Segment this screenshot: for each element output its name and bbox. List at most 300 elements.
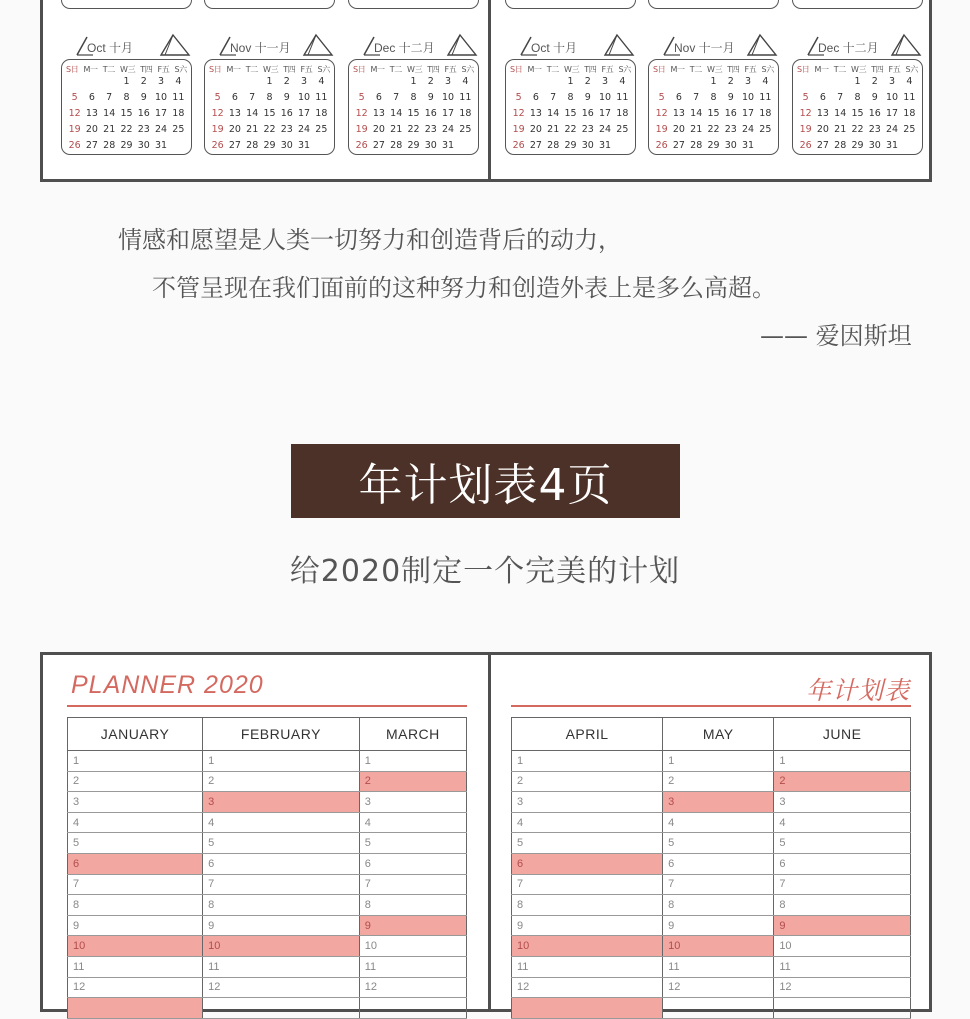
day-cell: 22 [564, 124, 577, 135]
table-row [68, 956, 467, 977]
day-cell: 27 [672, 140, 685, 151]
day-cell[interactable]: 6 [203, 853, 360, 874]
day-cell[interactable] [512, 998, 663, 1019]
day-cell: 4 [462, 76, 469, 87]
day-cell[interactable]: 7 [512, 874, 663, 895]
day-cell: 5 [658, 92, 665, 103]
day-cell: 5 [358, 92, 365, 103]
week-row [209, 124, 330, 135]
table-row [68, 874, 467, 895]
weekday-label: M一 [226, 65, 241, 74]
week-row [797, 92, 918, 103]
day-cell: 17 [886, 108, 899, 119]
day-cell[interactable]: 5 [68, 833, 203, 854]
planner-title-rule [67, 705, 467, 707]
month-calendar [792, 59, 923, 155]
day-cell: 19 [355, 124, 368, 135]
day-cell: 29 [120, 140, 133, 151]
day-cell: 2 [283, 76, 290, 87]
day-cell[interactable]: 1 [203, 751, 360, 772]
week-row [66, 124, 187, 135]
day-cell[interactable]: 7 [774, 874, 911, 895]
day-cell: 13 [529, 108, 542, 119]
day-cell: 15 [564, 108, 577, 119]
day-cell: 30 [424, 140, 437, 151]
day-cell: 12 [799, 108, 812, 119]
day-cell: 21 [390, 124, 403, 135]
planner-title-cn: 年计划表 [805, 677, 910, 705]
day-cell: 20 [228, 124, 241, 135]
day-cell [614, 140, 631, 151]
weekday-label: S六 [317, 65, 330, 74]
table-row [512, 895, 911, 916]
weekday-header [653, 64, 774, 75]
day-cell[interactable]: 8 [663, 895, 774, 916]
day-cell: 8 [567, 92, 574, 103]
weekday-label: M一 [527, 65, 542, 74]
day-cell: 3 [445, 76, 452, 87]
day-cell[interactable]: 3 [774, 792, 911, 813]
day-cell[interactable]: 9 [512, 915, 663, 936]
day-cell: 25 [315, 124, 328, 135]
day-cell: 1 [410, 76, 417, 87]
day-cell: 18 [903, 108, 916, 119]
section-title-banner [291, 444, 680, 518]
day-cell[interactable]: 11 [203, 956, 360, 977]
day-cell: 13 [816, 108, 829, 119]
weekday-label: W三 [262, 65, 279, 74]
day-cell[interactable]: 7 [663, 874, 774, 895]
day-cell[interactable]: 9 [203, 915, 360, 936]
day-cell: 17 [298, 108, 311, 119]
day-cell [510, 76, 527, 87]
day-cell: 26 [512, 140, 525, 151]
day-cell [757, 140, 774, 151]
day-cell[interactable]: 9 [774, 915, 911, 936]
section-title: 年计划表4页 [358, 460, 613, 511]
table-row [68, 936, 467, 957]
day-cell: 18 [759, 108, 772, 119]
day-cell[interactable]: 1 [68, 751, 203, 772]
table-row [512, 792, 911, 813]
prev-month-calendar [792, 0, 923, 9]
weekday-label: T二 [102, 65, 115, 74]
day-cell[interactable]: 3 [68, 792, 203, 813]
weekday-header [353, 64, 474, 75]
day-cell [353, 76, 370, 87]
day-cell: 7 [837, 92, 844, 103]
day-cell[interactable] [203, 998, 360, 1019]
day-cell: 22 [120, 124, 133, 135]
day-cell: 23 [724, 124, 737, 135]
day-cell: 22 [407, 124, 420, 135]
weekday-label: T二 [245, 65, 258, 74]
day-cell[interactable]: 5 [774, 833, 911, 854]
day-cell[interactable]: 3 [512, 792, 663, 813]
day-cell: 7 [693, 92, 700, 103]
day-cell[interactable]: 8 [359, 895, 466, 916]
table-row [68, 998, 467, 1019]
weekday-label: T二 [833, 65, 846, 74]
day-cell[interactable]: 6 [512, 853, 663, 874]
day-cell: 7 [393, 92, 400, 103]
week-row [797, 124, 918, 135]
day-cell: 21 [246, 124, 259, 135]
table-row [512, 874, 911, 895]
day-cell: 11 [903, 92, 916, 103]
day-cell: 31 [742, 140, 755, 151]
day-cell[interactable] [774, 998, 911, 1019]
day-cell: 2 [727, 76, 734, 87]
day-cell[interactable]: 11 [359, 956, 466, 977]
day-cell[interactable]: 6 [359, 853, 466, 874]
day-cell: 26 [655, 140, 668, 151]
day-cell: 4 [318, 76, 325, 87]
week-row [653, 92, 774, 103]
day-cell: 1 [854, 76, 861, 87]
day-cell[interactable]: 4 [68, 812, 203, 833]
day-cell: 5 [71, 92, 78, 103]
day-cell[interactable]: 2 [203, 771, 360, 792]
day-cell: 29 [263, 140, 276, 151]
weekday-label: T四 [283, 65, 296, 74]
week-row [510, 140, 631, 151]
weekday-label: T四 [727, 65, 740, 74]
planner-title: PLANNER 2020 [71, 671, 264, 699]
month-column-header: MARCH [359, 718, 466, 751]
day-cell: 22 [707, 124, 720, 135]
day-cell: 4 [619, 76, 626, 87]
day-cell[interactable]: 1 [663, 751, 774, 772]
day-cell: 10 [442, 92, 455, 103]
day-cell: 30 [724, 140, 737, 151]
month-label: Nov 十一月 [230, 41, 291, 55]
day-cell[interactable]: 4 [774, 812, 911, 833]
day-cell[interactable]: 8 [512, 895, 663, 916]
day-cell: 30 [137, 140, 150, 151]
triangle-icon [446, 33, 478, 57]
day-cell: 24 [298, 124, 311, 135]
quote-author: —— 爱因斯坦 [760, 322, 912, 350]
table-row [68, 915, 467, 936]
day-cell: 4 [175, 76, 182, 87]
day-cell[interactable]: 12 [68, 977, 203, 998]
weekday-label: S日 [510, 65, 523, 74]
day-cell[interactable]: 10 [203, 936, 360, 957]
day-cell: 21 [103, 124, 116, 135]
day-cell [66, 76, 83, 87]
month-calendar [61, 59, 192, 155]
day-cell[interactable]: 2 [663, 771, 774, 792]
quote-line-1: 情感和愿望是人类一切努力和创造背后的动力， [118, 226, 622, 254]
weekday-label: S六 [174, 65, 187, 74]
day-cell: 11 [759, 92, 772, 103]
day-cell[interactable]: 5 [663, 833, 774, 854]
week-row [66, 92, 187, 103]
week-row [510, 108, 631, 119]
day-cell[interactable]: 11 [663, 956, 774, 977]
day-cell: 14 [103, 108, 116, 119]
day-cell: 4 [906, 76, 913, 87]
week-row [66, 76, 187, 87]
day-cell[interactable]: 10 [68, 936, 203, 957]
weekday-label: T二 [546, 65, 559, 74]
day-cell: 11 [172, 92, 185, 103]
week-row [510, 76, 631, 87]
day-cell: 5 [214, 92, 221, 103]
day-cell[interactable]: 12 [774, 977, 911, 998]
weekday-label: F五 [300, 65, 313, 74]
table-row [512, 853, 911, 874]
day-cell: 11 [616, 92, 629, 103]
day-cell[interactable]: 11 [774, 956, 911, 977]
day-cell[interactable]: 8 [774, 895, 911, 916]
day-cell[interactable]: 3 [663, 792, 774, 813]
day-cell: 31 [155, 140, 168, 151]
day-cell: 8 [123, 92, 130, 103]
day-cell: 10 [155, 92, 168, 103]
month-label: Nov 十一月 [674, 41, 735, 55]
weekday-header [797, 64, 918, 75]
day-cell: 3 [301, 76, 308, 87]
day-cell[interactable]: 2 [774, 771, 911, 792]
month-header [660, 33, 764, 59]
day-cell: 6 [231, 92, 238, 103]
day-cell[interactable]: 12 [203, 977, 360, 998]
week-row [66, 140, 187, 151]
day-cell[interactable]: 4 [359, 812, 466, 833]
triangle-icon [890, 33, 922, 57]
triangle-icon [746, 33, 778, 57]
day-cell: 28 [690, 140, 703, 151]
weekday-header [510, 64, 631, 75]
day-cell: 27 [372, 140, 385, 151]
day-cell [527, 76, 544, 87]
day-cell[interactable]: 10 [774, 936, 911, 957]
day-cell[interactable]: 4 [512, 812, 663, 833]
planner-book [40, 652, 932, 1012]
day-cell[interactable]: 1 [774, 751, 911, 772]
week-row [353, 92, 474, 103]
day-cell: 13 [85, 108, 98, 119]
week-row [209, 140, 330, 151]
day-cell[interactable]: 3 [203, 792, 360, 813]
day-cell[interactable]: 10 [663, 936, 774, 957]
day-cell: 8 [266, 92, 273, 103]
weekday-label: S日 [209, 65, 222, 74]
day-cell[interactable] [359, 998, 466, 1019]
month-column-header: FEBRUARY [203, 718, 360, 751]
month-header [517, 33, 621, 59]
weekday-label: S六 [761, 65, 774, 74]
day-cell: 3 [158, 76, 165, 87]
day-cell: 12 [512, 108, 525, 119]
week-row [653, 124, 774, 135]
day-cell: 14 [246, 108, 259, 119]
day-cell[interactable]: 6 [68, 853, 203, 874]
day-cell[interactable]: 9 [359, 915, 466, 936]
day-cell: 12 [211, 108, 224, 119]
weekday-label: T四 [427, 65, 440, 74]
day-cell[interactable]: 7 [68, 874, 203, 895]
day-cell[interactable]: 12 [512, 977, 663, 998]
day-cell[interactable]: 4 [203, 812, 360, 833]
day-cell[interactable]: 5 [512, 833, 663, 854]
day-cell [545, 76, 562, 87]
day-cell [814, 76, 831, 87]
day-cell [901, 140, 918, 151]
day-cell [388, 76, 405, 87]
day-cell[interactable]: 12 [359, 977, 466, 998]
month-label: Oct 十月 [531, 41, 578, 55]
day-cell[interactable]: 6 [663, 853, 774, 874]
day-cell: 2 [871, 76, 878, 87]
day-cell[interactable]: 3 [359, 792, 466, 813]
day-cell: 9 [140, 92, 147, 103]
day-cell: 22 [851, 124, 864, 135]
day-cell: 27 [85, 140, 98, 151]
day-cell: 2 [140, 76, 147, 87]
day-cell: 16 [280, 108, 293, 119]
day-cell: 3 [889, 76, 896, 87]
day-cell[interactable]: 2 [512, 771, 663, 792]
day-cell[interactable]: 12 [663, 977, 774, 998]
week-row [797, 76, 918, 87]
table-row [512, 977, 911, 998]
day-cell: 1 [710, 76, 717, 87]
day-cell [101, 76, 118, 87]
day-cell [653, 76, 670, 87]
day-cell[interactable]: 8 [203, 895, 360, 916]
day-cell: 18 [616, 108, 629, 119]
day-cell[interactable] [663, 998, 774, 1019]
day-cell: 7 [106, 92, 113, 103]
day-cell: 21 [834, 124, 847, 135]
day-cell: 28 [390, 140, 403, 151]
table-row [512, 936, 911, 957]
table-row [68, 833, 467, 854]
day-cell: 9 [727, 92, 734, 103]
day-cell: 9 [871, 92, 878, 103]
week-row [209, 76, 330, 87]
day-cell[interactable]: 10 [359, 936, 466, 957]
day-cell[interactable]: 10 [512, 936, 663, 957]
day-cell: 10 [298, 92, 311, 103]
day-cell: 20 [529, 124, 542, 135]
week-row [209, 92, 330, 103]
day-cell: 25 [616, 124, 629, 135]
week-row [653, 76, 774, 87]
day-cell[interactable]: 5 [203, 833, 360, 854]
quote-line-2: 不管呈现在我们面前的这种努力和创造外表上是多么高超。 [152, 274, 776, 302]
day-cell: 10 [886, 92, 899, 103]
day-cell: 25 [759, 124, 772, 135]
day-cell: 30 [280, 140, 293, 151]
week-row [510, 92, 631, 103]
day-cell: 2 [427, 76, 434, 87]
planner-page-right [491, 655, 936, 1009]
day-cell: 18 [172, 108, 185, 119]
day-cell: 30 [581, 140, 594, 151]
weekday-label: M一 [370, 65, 385, 74]
planner-page-left [43, 655, 488, 1009]
day-cell: 1 [123, 76, 130, 87]
day-cell: 15 [707, 108, 720, 119]
day-cell: 8 [854, 92, 861, 103]
day-cell[interactable]: 11 [512, 956, 663, 977]
day-cell: 9 [283, 92, 290, 103]
day-cell[interactable]: 8 [68, 895, 203, 916]
table-row [68, 812, 467, 833]
day-cell: 24 [599, 124, 612, 135]
day-cell: 21 [690, 124, 703, 135]
day-cell[interactable]: 11 [68, 956, 203, 977]
day-cell: 31 [442, 140, 455, 151]
day-cell [313, 140, 330, 151]
day-cell: 29 [407, 140, 420, 151]
day-cell[interactable]: 2 [359, 771, 466, 792]
weekday-label: S六 [618, 65, 631, 74]
day-cell: 12 [68, 108, 81, 119]
day-cell[interactable]: 1 [512, 751, 663, 772]
day-cell[interactable]: 7 [203, 874, 360, 895]
day-cell: 6 [819, 92, 826, 103]
day-cell: 19 [211, 124, 224, 135]
day-cell[interactable] [68, 998, 203, 1019]
day-cell[interactable]: 1 [359, 751, 466, 772]
day-cell: 20 [372, 124, 385, 135]
month-column-header: JUNE [774, 718, 911, 751]
weekday-label: T四 [584, 65, 597, 74]
month-column-header: APRIL [512, 718, 663, 751]
table-row [68, 751, 467, 772]
day-cell[interactable]: 2 [68, 771, 203, 792]
day-cell[interactable]: 6 [774, 853, 911, 874]
month-header [216, 33, 320, 59]
weekday-label: M一 [670, 65, 685, 74]
day-cell: 22 [263, 124, 276, 135]
prev-month-calendar [204, 0, 335, 9]
month-header [360, 33, 464, 59]
day-cell: 23 [280, 124, 293, 135]
day-cell: 28 [547, 140, 560, 151]
weekday-label: S六 [461, 65, 474, 74]
calendar-page-right [491, 0, 936, 179]
day-cell[interactable]: 4 [663, 812, 774, 833]
weekday-label: S六 [905, 65, 918, 74]
weekday-label: W三 [406, 65, 423, 74]
week-row [353, 140, 474, 151]
day-cell: 8 [710, 92, 717, 103]
day-cell[interactable]: 7 [359, 874, 466, 895]
day-cell: 25 [903, 124, 916, 135]
day-cell[interactable]: 9 [663, 915, 774, 936]
month-label: Oct 十月 [87, 41, 134, 55]
weekday-label: W三 [563, 65, 580, 74]
day-cell: 27 [228, 140, 241, 151]
day-cell [832, 76, 849, 87]
day-cell: 19 [512, 124, 525, 135]
day-cell[interactable]: 5 [359, 833, 466, 854]
day-cell[interactable]: 9 [68, 915, 203, 936]
day-cell: 19 [655, 124, 668, 135]
day-cell: 13 [672, 108, 685, 119]
day-cell: 14 [690, 108, 703, 119]
day-cell [670, 76, 687, 87]
day-cell: 13 [228, 108, 241, 119]
week-row [797, 140, 918, 151]
day-cell [797, 76, 814, 87]
